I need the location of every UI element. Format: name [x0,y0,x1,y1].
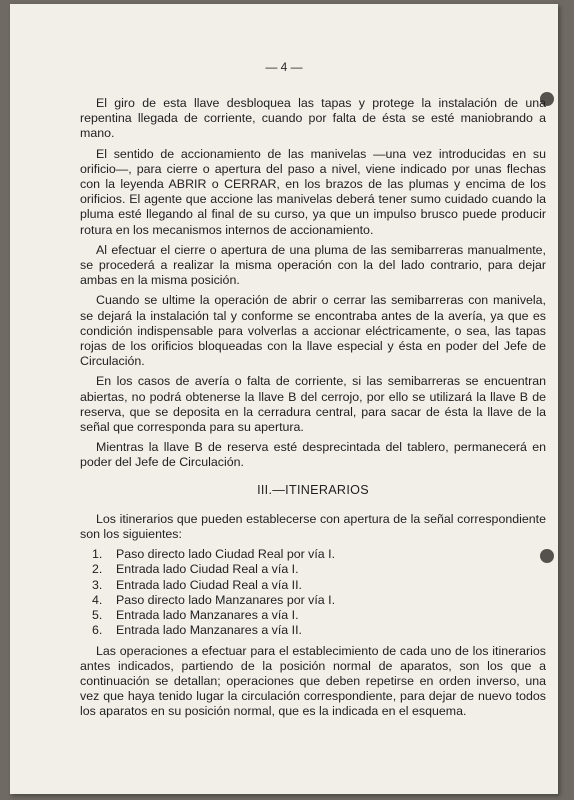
item-text: Entrada lado Manzanares a vía II. [116,623,302,638]
paragraph-1: El giro de esta llave desbloquea las tapas y protege la instalación de una repentina llegada de corriente, cuando por falta de ésta se esté maniobrando a mano. [80,96,546,141]
paragraph-2: El sentido de accionamiento de las manivelas —una vez introducidas en su orificio—, para cierre o apertura del paso a nivel, viene indicado por unas flechas con la leyenda ABRIR o CERRAR, en los brazos de las plumas y encima de los orificios. El agente que accione las manivelas deberá tener sumo cuidado cuando la pluma esté llegando al final de su curso, ya que un impulso brusco puede producir rotura en los mecanismos internos de accionamiento. [80,146,546,237]
paragraph-4: Cuando se ultime la operación de abrir o cerrar las semibarreras con manivela, se dejará la instalación tal y conforme se encontraba antes de la avería, ya que es condición indispensable para volverlas a accionar eléctricamente, o sea, las tapas rojas de los orificios bloqueadas con la llave especial y ésta en poder del Jefe de Circulación. [80,293,546,369]
paragraph-5: En los casos de avería o falta de corriente, si las semibarreras se encuentran abiertas, no podrá obtenerse la llave B del cerrojo, por ello se utilizará la llave B de reserva, que se deposita en la cerradura central, para sacar de ésta la llave de la señal que corresponda para su apertura. [80,374,546,435]
list-item [80,593,546,608]
page-number: — 4 — [265,60,303,74]
item-number: 5. [92,608,103,623]
itinerarios-list [80,547,546,638]
list-item [80,608,546,623]
list-item [80,547,546,562]
paragraph-6: Mientras la llave B de reserva esté desprecintada del tablero, permanecerá en poder del Jefe de Circulación. [80,440,546,470]
itinerarios-intro: Los itinerarios que pueden establecerse con apertura de la señal correspondiente son los siguientes: [80,511,546,542]
section-title: III.—ITINERARIOS [257,482,369,497]
item-number: 6. [92,623,103,638]
page-body [80,96,546,725]
closing-paragraph: Las operaciones a efectuar para el establecimiento de cada uno de los itinerarios antes indicados, partiendo de la posición normal de aparatos, son los que a continuación se detallan; operaciones que deben repetirse en orden inverso, una vez que haya tenido lugar la circulación correspondiente, para dejar de nuevo todos los aparatos en su posición normal, que es la indicada en el esquema. [80,643,546,719]
list-item [80,578,546,593]
item-number: 2. [92,562,103,577]
list-item [80,562,546,577]
document-page [10,4,558,794]
item-text: Entrada lado Manzanares a vía I. [116,608,299,623]
item-number: 3. [92,577,103,592]
item-text: Paso directo lado Manzanares por vía I. [116,592,336,607]
list-item [80,623,546,638]
paragraph-3: Al efectuar el cierre o apertura de una pluma de las semibarreras manualmente, se procederá a realizar la misma operación con la del lado contrario, para dejar ambas en la misma posición. [80,242,546,288]
item-text: Entrada lado Ciudad Real a vía I. [116,562,299,577]
item-number: 4. [92,592,103,607]
item-text: Paso directo lado Ciudad Real por vía I. [116,547,336,562]
item-text: Entrada lado Ciudad Real a vía II. [116,577,302,592]
item-number: 1. [92,547,103,562]
